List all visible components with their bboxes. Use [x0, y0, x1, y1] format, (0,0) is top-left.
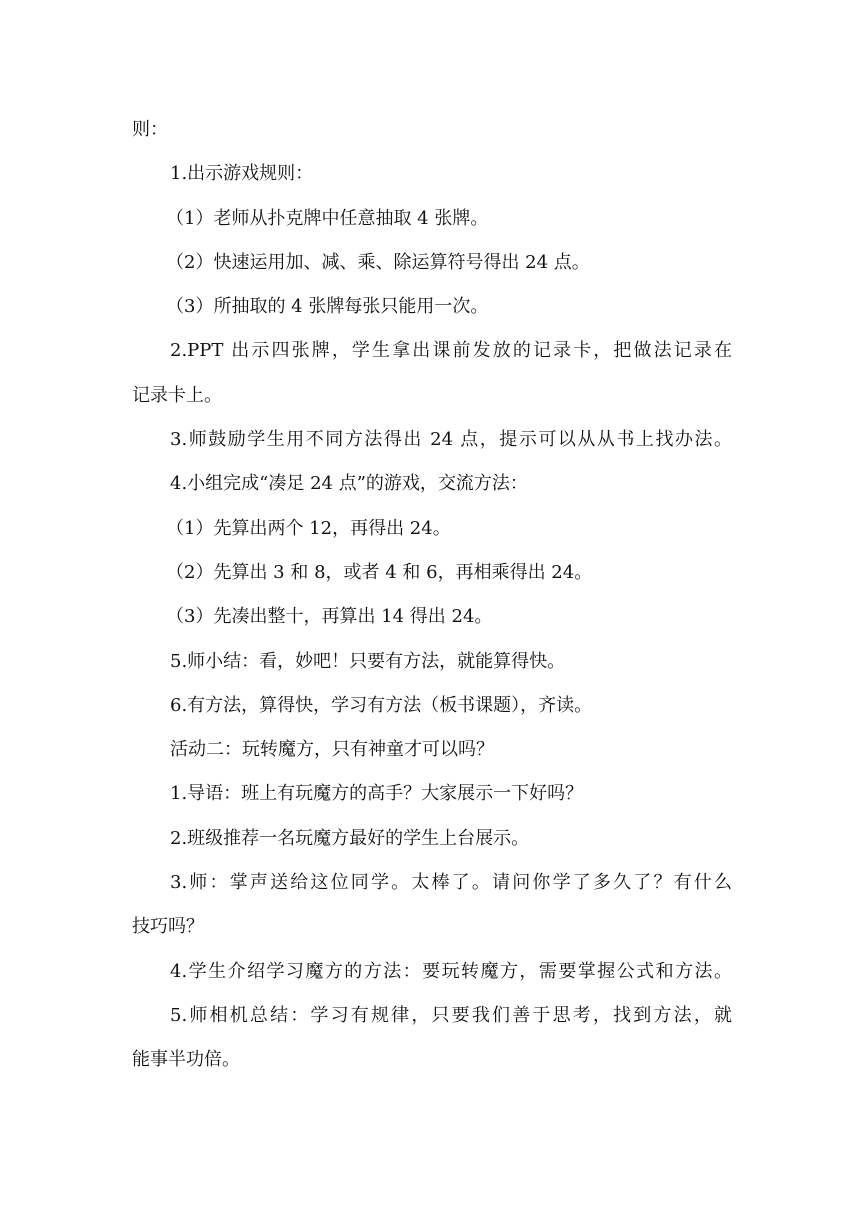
text-line: 1.出示游戏规则：	[170, 163, 314, 185]
text-line: 3.师：掌声送给这位同学。太棒了。请问你学了多久了？有什么	[170, 872, 732, 894]
text-line: （1）先算出两个 12，再得出 24。	[166, 517, 451, 539]
text-line: 1.导语：班上有玩魔方的高手？大家展示一下好吗？	[170, 783, 584, 805]
text-line: 3.师鼓励学生用不同方法得出 24 点，提示可以从从书上找办法。	[170, 429, 732, 451]
text-line: 2.班级推荐一名玩魔方最好的学生上台展示。	[170, 827, 530, 849]
text-line: （3）先凑出整十，再算出 14 得出 24。	[166, 606, 493, 628]
text-line: （3）所抽取的 4 张牌每张只能用一次。	[166, 296, 489, 318]
text-line: 记录卡上。	[132, 384, 222, 406]
document-body	[132, 108, 732, 1083]
text-line: 技巧吗？	[132, 916, 204, 938]
text-line: 4.小组完成“凑足 24 点”的游戏，交流方法：	[170, 473, 528, 495]
text-line: 4.学生介绍学习魔方的方法：要玩转魔方，需要掌握公式和方法。	[170, 960, 732, 982]
text-line: 6.有方法，算得快，学习有方法（板书课题），齐读。	[170, 694, 593, 716]
text-line: （1）老师从扑克牌中任意抽取 4 张牌。	[166, 207, 489, 229]
text-line: 5.师相机总结：学习有规律，只要我们善于思考，找到方法，就	[170, 1004, 732, 1026]
text-line: 2.PPT 出示四张牌，学生拿出课前发放的记录卡，把做法记录在	[170, 340, 732, 362]
section-heading: 活动二：玩转魔方，只有神童才可以吗？	[170, 739, 494, 761]
text-line: （2）快速运用加、减、乘、除运算符号得出 24 点。	[166, 251, 590, 273]
text-line: 则：	[132, 119, 168, 140]
text-line: 5.师小结：看，妙吧！只要有方法，就能算得快。	[170, 650, 566, 672]
text-line: （2）先算出 3 和 8，或者 4 和 6，再相乘得出 24。	[166, 561, 593, 583]
text-line: 能事半功倍。	[132, 1049, 240, 1071]
